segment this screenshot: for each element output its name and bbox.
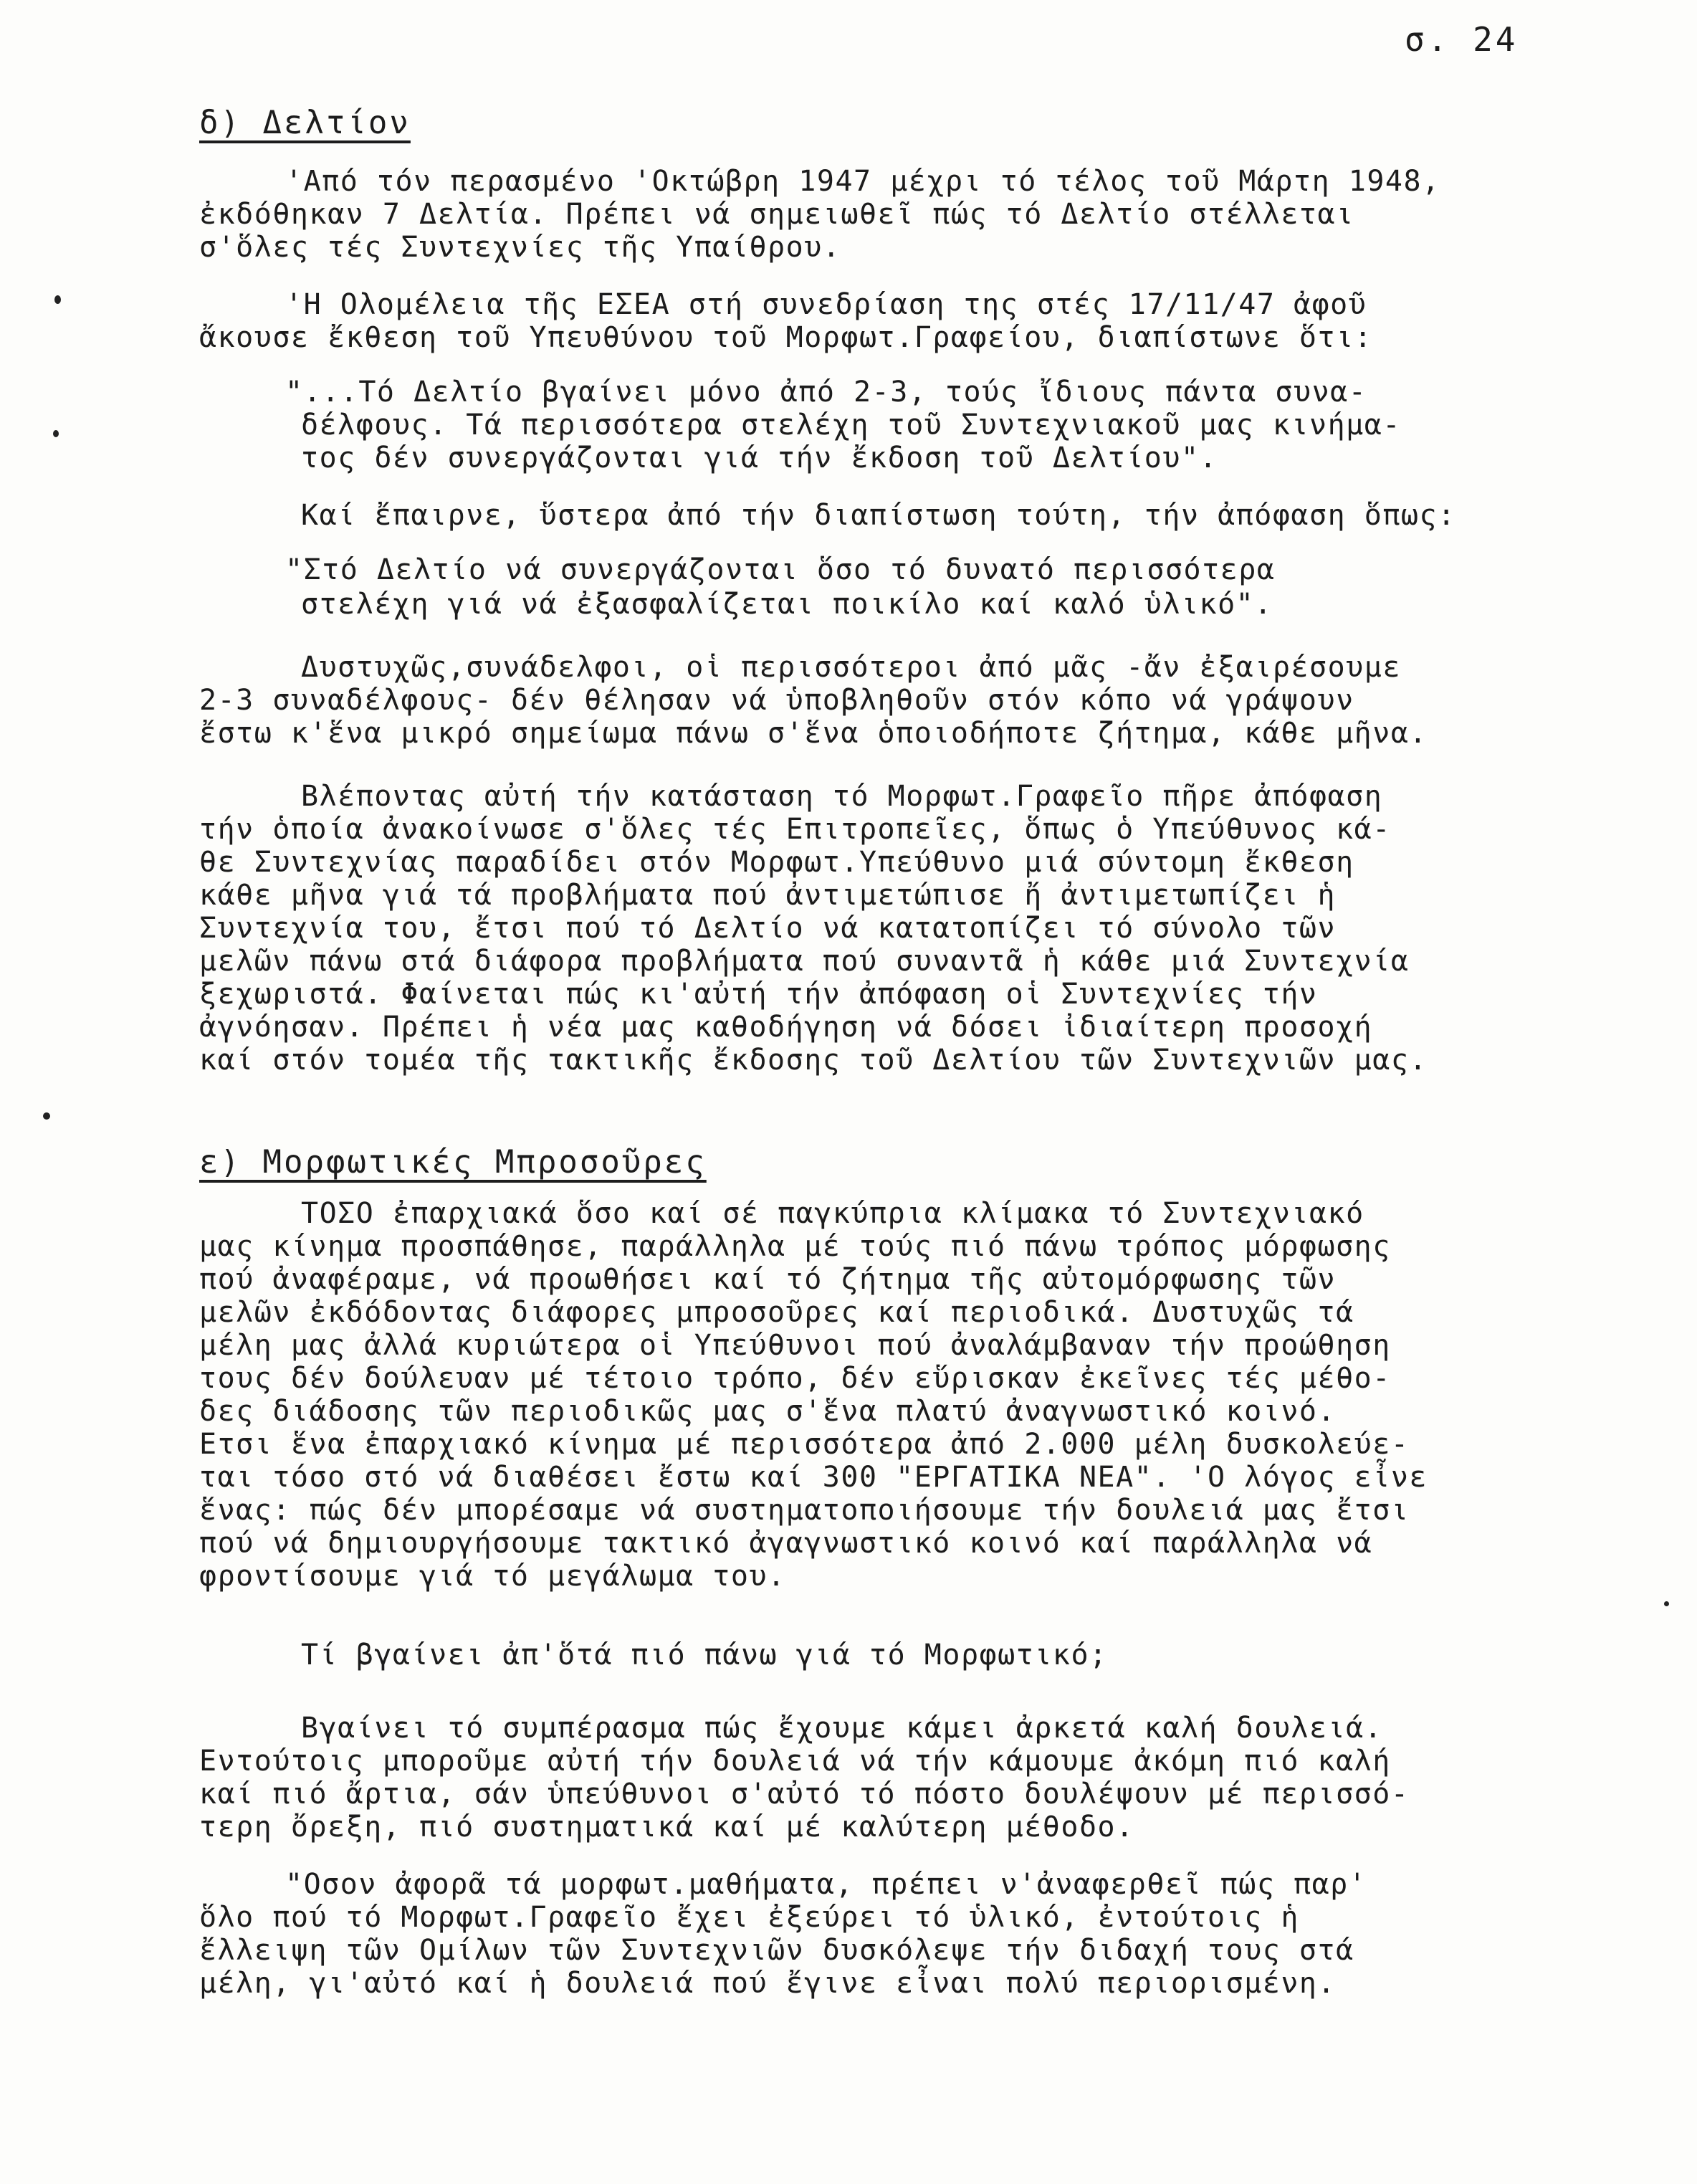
scan-speck <box>53 430 59 437</box>
text-line: ξεχωριστά. Φαίνεται πώς κι'αὐτή τήν ἀπόφαση οἱ Συντεχνίες τήν <box>199 978 1318 1011</box>
text-line: μελῶν πάνω στά διάφορα προβλήματα πού συναντᾶ ἡ κάθε μιά Συντεχνία <box>199 945 1410 978</box>
text-line: θε Συντεχνίας παραδίδει στόν Μορφωτ.Υπεύθυνο μιά σύντομη ἔκθεση <box>199 846 1354 879</box>
text-line: τήν ὁποία ἀνακοίνωσε σ'ὅλες τές Επιτροπεῖες, ὅπως ὁ Υπεύθυνος κά- <box>199 813 1391 846</box>
scan-speck <box>43 1112 50 1120</box>
text-line: ἔστω κ'ἕνα μικρό σημείωμα πάνω σ'ἕνα ὁποιοδήποτε ζήτημα, κάθε μῆνα. <box>199 717 1428 750</box>
section-heading-brochures: ε) Μορφωτικές Μπροσοῦρες <box>199 1144 707 1181</box>
scan-speck <box>1664 1601 1669 1606</box>
text-line: ται τόσο στό νά διαθέσει ἔστω καί 300 "ΕΡΓΑΤΙΚΑ ΝΕΑ". 'Ο λόγος εἶνε <box>199 1461 1428 1494</box>
text-line: Καί ἔπαιρνε, ὕστερα ἀπό τήν διαπίστωση τούτη, τήν ἀπόφαση ὅπως: <box>301 499 1456 532</box>
text-line: καί στόν τομέα τῆς τακτικῆς ἔκδοσης τοῦ Δελτίου τῶν Συντεχνιῶν μας. <box>199 1044 1428 1077</box>
text-line: στελέχη γιά νά ἐξασφαλίζεται ποικίλο καί καλό ὑλικό". <box>301 588 1273 621</box>
text-line: ἄκουσε ἔκθεση τοῦ Υπευθύνου τοῦ Μορφωτ.Γραφείου, διαπίστωνε ὅτι: <box>199 321 1373 354</box>
text-line: καί πιό ἄρτια, σάν ὑπεύθυνοι σ'αὐτό τό πόστο δουλέψουν μέ περισσό- <box>199 1778 1410 1811</box>
text-line: ΤΟΣΟ ἐπαρχιακά ὅσο καί σέ παγκύπρια κλίμακα τό Συντεχνιακό <box>301 1197 1364 1230</box>
text-line: 'Η Ολομέλεια τῆς ΕΣΕΑ στή συνεδρίαση της στές 17/11/47 ἀφοῦ <box>285 288 1367 321</box>
text-line: μας κίνημα προσπάθησε, παράλληλα μέ τούς πιό πάνω τρόπος μόρφωσης <box>199 1230 1391 1263</box>
text-line: 'Από τόν περασμένο 'Οκτώβρη 1947 μέχρι τό τέλος τοῦ Μάρτη 1948, <box>285 165 1440 198</box>
text-line: "Στό Δελτίο νά συνεργάζονται ὅσο τό δυνατό περισσότερα <box>285 553 1276 586</box>
text-line: ἐκδόθηκαν 7 Δελτία. Πρέπει νά σημειωθεῖ πώς τό Δελτίο στέλλεται <box>199 198 1354 231</box>
text-line: Βγαίνει τό συμπέρασμα πώς ἔχουμε κάμει ἀρκετά καλή δουλειά. <box>301 1712 1383 1745</box>
text-line: "Οσον ἀφορᾶ τά μορφωτ.μαθήματα, πρέπει ν'ἀναφερθεῖ πώς παρ' <box>285 1868 1367 1901</box>
text-line: πού νά δημιουργήσουμε τακτικό ἀγαγνωστικό κοινό καί παράλληλα νά <box>199 1527 1373 1560</box>
text-line: μέλη μας ἀλλά κυριώτερα οἱ Υπεύθυνοι πού ἀναλάμβαναν τήν προώθηση <box>199 1329 1391 1362</box>
text-line: δέλφους. Τά περισσότερα στελέχη τοῦ Συντεχνιακοῦ μας κινήμα- <box>301 409 1401 442</box>
text-line: τερη ὄρεξη, πιό συστηματικά καί μέ καλύτερη μέθοδο. <box>199 1811 1134 1844</box>
text-line: κάθε μῆνα γιά τά προβλήματα πού ἀντιμετώπισε ἤ ἀντιμετωπίζει ἡ <box>199 879 1337 912</box>
text-line: "...Τό Δελτίο βγαίνει μόνο ἀπό 2-3, τούς ἴδιους πάντα συνα- <box>285 376 1367 409</box>
text-line: ἕνας: πώς δέν μπορέσαμε νά συστηματοποιήσουμε τήν δουλειά μας ἔτσι <box>199 1494 1410 1527</box>
text-line: φροντίσουμε γιά τό μεγάλωμα του. <box>199 1560 786 1593</box>
text-line: Τί βγαίνει ἀπ'ὅτά πιό πάνω γιά τό Μορφωτικό; <box>301 1639 1108 1672</box>
text-line: δες διάδοσης τῶν περιοδικῶς μας σ'ἕνα πλατύ ἀναγνωστικό κοινό. <box>199 1395 1337 1428</box>
text-line: ὅλο πού τό Μορφωτ.Γραφεῖο ἔχει ἐξεύρει τό ὑλικό, ἐντούτοις ἡ <box>199 1901 1299 1934</box>
text-line: ἔλλειψη τῶν Ομίλων τῶν Συντεχνιῶν δυσκόλεψε τήν διδαχή τους στά <box>199 1934 1354 1967</box>
text-line: μελῶν ἐκδόδοντας διάφορες μπροσοῦρες καί περιοδικά. Δυστυχῶς τά <box>199 1296 1354 1329</box>
page-number: σ. 24 <box>1405 20 1519 59</box>
text-line: σ'ὅλες τές Συντεχνίες τῆς Υπαίθρου. <box>199 231 841 264</box>
text-line: 2-3 συναδέλφους- δέν θέλησαν νά ὑποβληθοῦν στόν κόπο νά γράψουν <box>199 684 1354 717</box>
text-line: τος δέν συνεργάζονται γιά τήν ἔκδοση τοῦ Δελτίου". <box>301 442 1218 475</box>
text-line: μέλη, γι'αὐτό καί ἡ δουλειά πού ἔγινε εἶναι πολύ περιορισμένη. <box>199 1967 1337 2000</box>
section-heading-deltion: δ) Δελτίον <box>199 105 411 141</box>
text-line: Ετσι ἕνα ἐπαρχιακό κίνημα μέ περισσότερα ἀπό 2.000 μέλη δυσκολεύε- <box>199 1428 1410 1461</box>
text-line: Βλέποντας αὐτή τήν κατάσταση τό Μορφωτ.Γραφεῖο πῆρε ἀπόφαση <box>301 780 1383 813</box>
text-line: Δυστυχῶς,συνάδελφοι, οἱ περισσότεροι ἀπό μᾶς -ἄν ἐξαιρέσουμε <box>301 651 1401 684</box>
text-line: τους δέν δούλευαν μέ τέτοιο τρόπο, δέν εὕρισκαν ἐκεῖνες τές μέθο- <box>199 1362 1391 1395</box>
text-line: ἀγνόησαν. Πρέπει ἡ νέα μας καθοδήγηση νά δόσει ἰδιαίτερη προσοχή <box>199 1011 1373 1044</box>
text-line: Συντεχνία του, ἔτσι πού τό Δελτίο νά κατατοπίζει τό σύνολο τῶν <box>199 912 1337 945</box>
text-line: πού ἀναφέραμε, νά προωθήσει καί τό ζήτημα τῆς αὐτομόρφωσης τῶν <box>199 1263 1337 1296</box>
text-line: Εντούτοις μποροῦμε αὐτή τήν δουλειά νά τήν κάμουμε ἀκόμη πιό καλή <box>199 1745 1391 1778</box>
scan-speck <box>54 295 61 304</box>
